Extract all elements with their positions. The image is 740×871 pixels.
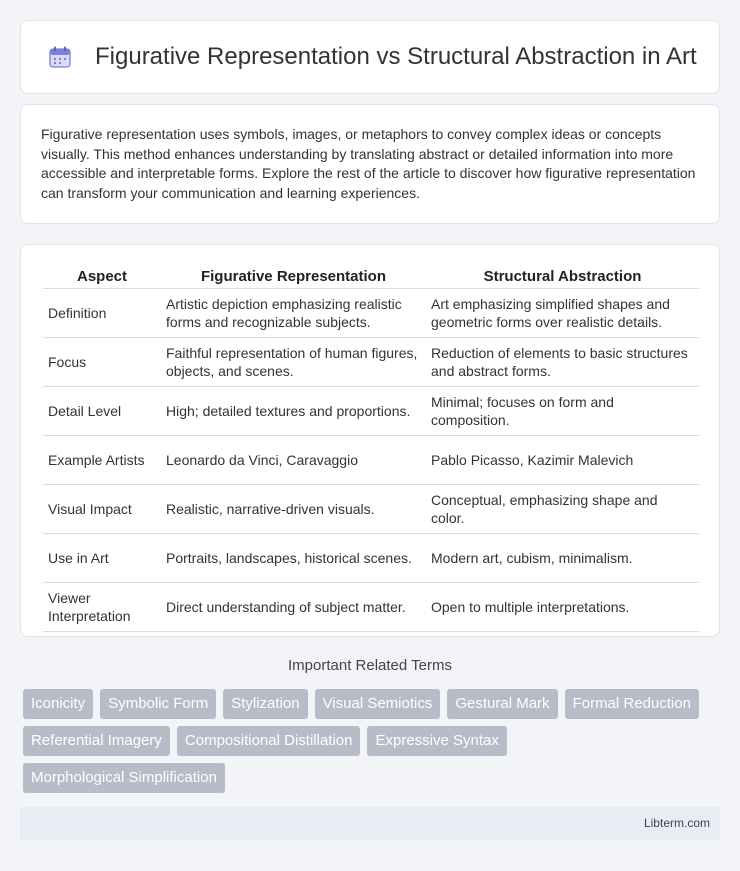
- intro-paragraph: Figurative representation uses symbols, images, or metaphors to convey complex ideas or concepts visually. This method enhances understanding by translating abstract or detailed information into more accessible and interpretable forms. Explore the rest of the article to discover how figurative representation can transform your communication and learning experiences.: [41, 126, 696, 201]
- comparison-table: [43, 263, 699, 632]
- table-row: [43, 436, 699, 485]
- cell-figurative: Faithful representation of human figures, objects, and scenes.: [161, 338, 426, 387]
- cell-figurative: Realistic, narrative-driven visuals.: [161, 485, 426, 534]
- related-term-chip[interactable]: Compositional Distillation: [177, 726, 361, 756]
- cell-structural: Minimal; focuses on form and composition.: [426, 387, 699, 436]
- table-row: [43, 387, 699, 436]
- related-terms-title: Important Related Terms: [288, 657, 452, 674]
- related-term-chip[interactable]: Formal Reduction: [565, 689, 699, 719]
- cell-aspect: Viewer Interpretation: [43, 583, 161, 632]
- table-row: [43, 534, 699, 583]
- page-title: Figurative Representation vs Structural Abstraction in Art: [95, 43, 697, 70]
- cell-aspect: Visual Impact: [43, 485, 161, 534]
- related-term-chip[interactable]: Morphological Simplification: [23, 763, 225, 793]
- related-term-chip[interactable]: Visual Semiotics: [315, 689, 441, 719]
- related-terms-list: [23, 689, 703, 793]
- calendar-icon: [47, 44, 73, 70]
- header-structural: Structural Abstraction: [426, 263, 699, 289]
- related-term-chip[interactable]: Expressive Syntax: [367, 726, 506, 756]
- table-row: [43, 485, 699, 534]
- related-term-chip[interactable]: Gestural Mark: [447, 689, 557, 719]
- related-term-chip[interactable]: Stylization: [223, 689, 307, 719]
- cell-aspect: Use in Art: [43, 534, 161, 583]
- title-card: [20, 20, 720, 94]
- cell-figurative: Artistic depiction emphasizing realistic forms and recognizable subjects.: [161, 289, 426, 338]
- table-row: [43, 338, 699, 387]
- related-term-chip[interactable]: Referential Imagery: [23, 726, 170, 756]
- cell-structural: Conceptual, emphasizing shape and color.: [426, 485, 699, 534]
- cell-aspect: Example Artists: [43, 436, 161, 485]
- cell-figurative: Leonardo da Vinci, Caravaggio: [161, 436, 426, 485]
- cell-aspect: Focus: [43, 338, 161, 387]
- comparison-card: [20, 244, 720, 637]
- related-term-chip[interactable]: Iconicity: [23, 689, 93, 719]
- cell-figurative: Direct understanding of subject matter.: [161, 583, 426, 632]
- cell-structural: Open to multiple interpretations.: [426, 583, 699, 632]
- cell-figurative: High; detailed textures and proportions.: [161, 387, 426, 436]
- table-header-row: [43, 263, 699, 289]
- cell-structural: Art emphasizing simplified shapes and geometric forms over realistic details.: [426, 289, 699, 338]
- table-row: [43, 583, 699, 632]
- cell-structural: Modern art, cubism, minimalism.: [426, 534, 699, 583]
- footer-site-link[interactable]: Libterm.com: [643, 816, 710, 830]
- cell-figurative: Portraits, landscapes, historical scenes.: [161, 534, 426, 583]
- table-row: [43, 289, 699, 338]
- intro-card: [20, 104, 720, 224]
- related-term-chip[interactable]: Symbolic Form: [100, 689, 216, 719]
- cell-aspect: Detail Level: [43, 387, 161, 436]
- footer: [20, 807, 720, 840]
- cell-structural: Reduction of elements to basic structures and abstract forms.: [426, 338, 699, 387]
- cell-aspect: Definition: [43, 289, 161, 338]
- header-figurative: Figurative Representation: [161, 263, 426, 289]
- cell-structural: Pablo Picasso, Kazimir Malevich: [426, 436, 699, 485]
- header-aspect: Aspect: [43, 263, 161, 289]
